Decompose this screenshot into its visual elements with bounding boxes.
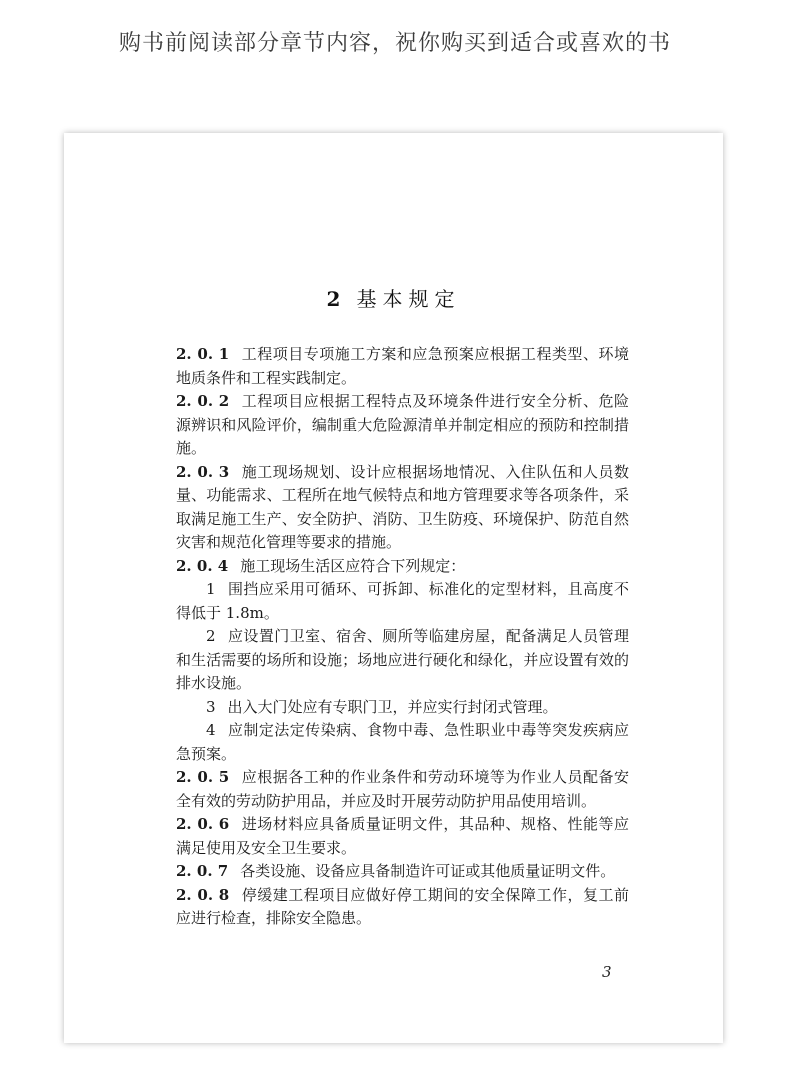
clause-text: 工程项目专项施工方案和应急预案应根据工程类型、环境地质条件和工程实践制定。: [176, 345, 629, 387]
book-page: [64, 133, 723, 1043]
clause-number: 2. 0. 5: [176, 768, 230, 786]
item-number: 4: [206, 721, 216, 739]
chapter-number: 2: [326, 287, 347, 311]
clause-2-0-8: [176, 884, 629, 931]
clause-text: 停缓建工程项目应做好停工期间的安全保障工作，复工前应进行检查，排除安全隐患。: [176, 885, 629, 927]
clause-text: 应根据各工种的作业条件和劳动环境等为作业人员配备安全有效的劳动防护用品，并应及时开展劳动防护用品使用培训。: [176, 768, 629, 810]
item-text: 应设置门卫室、宿舍、厕所等临建房屋，配备满足人员管理和生活需要的场所和设施；场地应进行硬化和绿化，并应设置有效的排水设施。: [176, 627, 629, 692]
clause-2-0-6: [176, 813, 629, 860]
item-number: 1: [206, 580, 216, 598]
clause-text: 工程项目应根据工程特点及环境条件进行安全分析、危险源辨识和风险评价，编制重大危险源清单并制定相应的预防和控制措施。: [176, 392, 629, 457]
item-number: 2: [206, 627, 216, 645]
clause-text: 施工现场生活区应符合下列规定：: [240, 556, 466, 575]
item-text: 围挡应采用可循环、可拆卸、标准化的定型材料，且高度不得低于 1.8m。: [176, 580, 629, 622]
clause-2-0-2: [176, 390, 629, 461]
clause-number: 2. 0. 6: [176, 815, 230, 833]
chapter-title: 基本规定: [356, 287, 461, 311]
clause-2-0-5: [176, 766, 629, 813]
clause-number: 2. 0. 8: [176, 885, 230, 904]
list-item-2: [176, 625, 629, 696]
clause-number: 2. 0. 2: [176, 392, 230, 410]
clause-2-0-1: [176, 343, 629, 390]
item-text: 应制定法定传染病、食物中毒、急性职业中毒等突发疾病应急预案。: [176, 721, 629, 763]
clause-text: 进场材料应具备质量证明文件，其品种、规格、性能等应满足使用及安全卫生要求。: [176, 815, 629, 857]
clause-text: 施工现场规划、设计应根据场地情况、入住队伍和人员数量、功能需求、工程所在地气候特点和地方管理要求等各项条件，采取满足施工生产、安全防护、消防、卫生防疫、环境保护、防范自然灾害和规范化管理等要求的措施。: [176, 462, 629, 551]
list-item-4: [176, 719, 629, 766]
chapter-heading: [64, 283, 723, 312]
clause-text: 各类设施、设备应具备制造许可证或其他质量证明文件。: [240, 862, 616, 880]
list-item-1: [176, 578, 629, 625]
clause-2-0-4: [176, 555, 629, 579]
item-number: 3: [206, 697, 216, 716]
clause-2-0-3: [176, 461, 629, 555]
item-text: 出入大门处应有专职门卫，并应实行封闭式管理。: [227, 697, 558, 716]
clause-2-0-7: [176, 860, 629, 884]
page-number: 3: [602, 963, 612, 981]
preview-banner: 购书前阅读部分章节内容，祝你购买到适合或喜欢的书: [118, 31, 671, 56]
page-body: [176, 343, 629, 931]
clause-number: 2. 0. 3: [176, 462, 230, 481]
clause-number: 2. 0. 1: [176, 345, 230, 363]
clause-number: 2. 0. 7: [176, 862, 229, 880]
list-item-3: [176, 696, 629, 720]
clause-number: 2. 0. 4: [176, 556, 229, 575]
